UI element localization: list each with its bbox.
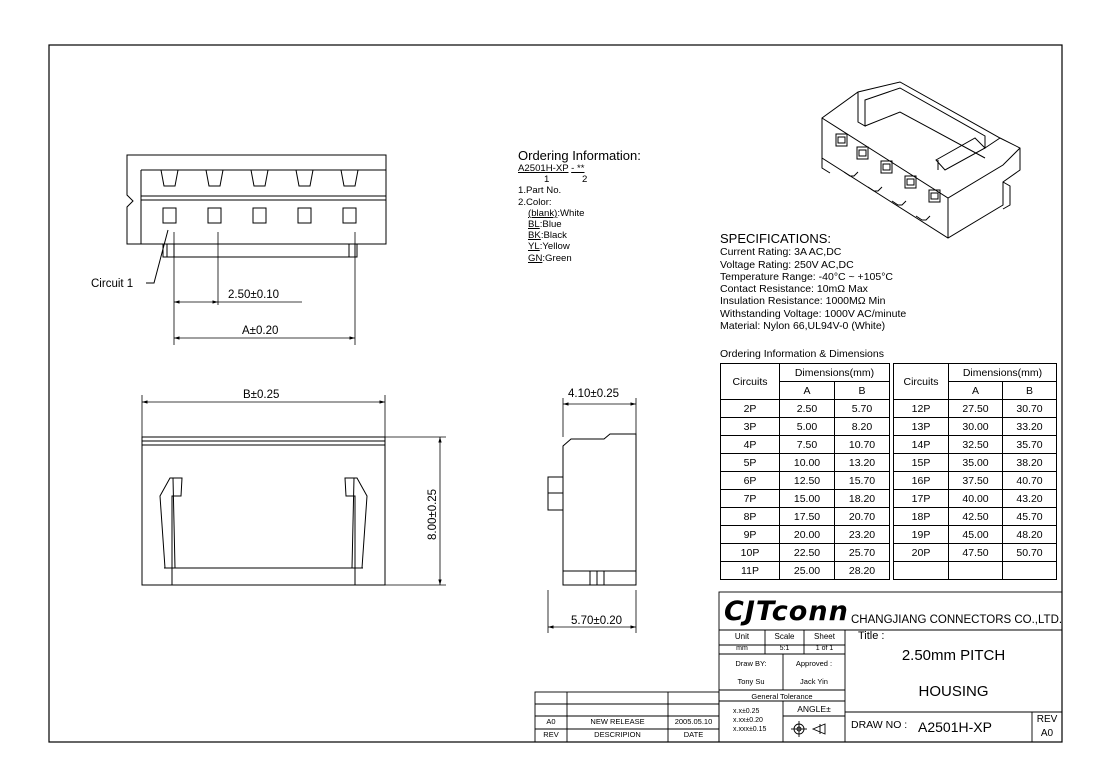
dim-a-cell: 40.00 (949, 490, 1003, 508)
spec-line: Current Rating: 3A AC,DC (720, 246, 842, 259)
color-code: BK (528, 230, 541, 242)
dim-b-cell: 30.70 (1003, 400, 1057, 418)
unit-value: mm (736, 645, 748, 652)
dim-b-cell: 50.70 (1003, 544, 1057, 562)
dim-b-cell: 48.20 (1003, 526, 1057, 544)
color-code: (blank) (528, 207, 558, 219)
dim-b-cell: 38.20 (1003, 454, 1057, 472)
rev-label: REV (1036, 714, 1058, 725)
color-name: :Black (540, 230, 567, 242)
color-line: 2.Color: (518, 196, 552, 208)
dim-a-cell: 10.00 (780, 454, 835, 472)
circuits-cell: 13P (894, 418, 949, 436)
circuits-cell: 9P (721, 526, 780, 544)
specifications-title: SPECIFICATIONS: (720, 231, 831, 246)
dims-header: Dimensions(mm) (949, 364, 1057, 382)
index-1: 1 (544, 174, 550, 186)
logo: CJTconn (724, 596, 849, 627)
dim-a-cell: 42.50 (949, 508, 1003, 526)
dim-a-cell: 17.50 (780, 508, 835, 526)
width-label: 5.70±0.20 (571, 615, 623, 627)
dims-header: Dimensions(mm) (780, 364, 890, 382)
draw-by-label: Draw BY: (735, 659, 767, 668)
sheet-label: Sheet (814, 632, 835, 641)
circuits-cell: 17P (894, 490, 949, 508)
scale-value: 5:1 (779, 645, 790, 652)
approved-value: Jack Yin (800, 677, 828, 686)
dim-a-cell: 47.50 (949, 544, 1003, 562)
dim-a-cell: 25.00 (780, 562, 835, 580)
spec-line: Withstanding Voltage: 1000V AC/minute (720, 307, 907, 320)
dim-a-cell: 15.00 (780, 490, 835, 508)
dim-a-cell: 35.00 (949, 454, 1003, 472)
tolerance-label: General Tolerance (751, 692, 813, 701)
spec-line: Insulation Resistance: 1000MΩ Min (720, 295, 886, 308)
dim-b-cell: 40.70 (1003, 472, 1057, 490)
circuits-cell: 15P (894, 454, 949, 472)
dim-b-cell: 35.70 (1003, 436, 1057, 454)
dim-a-cell: 7.50 (780, 436, 835, 454)
circuits-cell: 8P (721, 508, 780, 526)
circuit1-label: Circuit 1 (91, 278, 134, 290)
dim-a-cell: 2.50 (780, 400, 835, 418)
revision-header-rev: REV (543, 730, 559, 739)
dim-b-cell: 13.20 (835, 454, 890, 472)
part-code: A2501H-XP (518, 163, 569, 174)
color-name: :Yellow (539, 241, 570, 253)
dim-b-cell: 43.20 (1003, 490, 1057, 508)
dim-b-cell: 8.20 (835, 418, 890, 436)
revision-desc: NEW RELEASE (590, 717, 645, 726)
revision-header-desc: DESCRIPION (594, 730, 641, 739)
circuits-header: Circuits (721, 364, 780, 400)
dims-table-caption: Ordering Information & Dimensions (720, 348, 884, 360)
title-line-2: HOUSING (918, 683, 989, 700)
dim-b-cell: 5.70 (835, 400, 890, 418)
dim-a-cell: 37.50 (949, 472, 1003, 490)
angle-label: ANGLE± (797, 704, 831, 714)
col-b-header: B (835, 382, 890, 400)
dim-a-cell: 27.50 (949, 400, 1003, 418)
dim-a-cell: 12.50 (780, 472, 835, 490)
spec-line: Contact Resistance: 10mΩ Max (720, 283, 868, 296)
dim-b-cell: 28.20 (835, 562, 890, 580)
circuits-cell: 20P (894, 544, 949, 562)
dim-a-cell: 22.50 (780, 544, 835, 562)
circuits-cell: 14P (894, 436, 949, 454)
circuits-cell: 7P (721, 490, 780, 508)
circuits-cell: 18P (894, 508, 949, 526)
col-a-header: A (780, 382, 835, 400)
color-name: :White (557, 207, 585, 219)
color-name: :Green (542, 252, 572, 264)
color-name: :Blue (539, 219, 562, 231)
dim-b-cell: 10.70 (835, 436, 890, 454)
revision-date: 2005.05.10 (674, 717, 713, 726)
dim-a-cell: 5.00 (780, 418, 835, 436)
color-code: GN (528, 252, 543, 264)
tolerance-2: x.xx±0.20 (733, 717, 763, 724)
sheet-value: 1 of 1 (815, 645, 834, 652)
dim-b-label: B±0.25 (243, 389, 280, 401)
revision-rev: A0 (546, 717, 556, 726)
circuits-cell: 2P (721, 400, 780, 418)
depth-label: 4.10±0.25 (568, 388, 620, 400)
draw-by-value: Tony Su (737, 677, 765, 686)
company-name: CHANGJIANG CONNECTORS CO.,LTD. (851, 614, 1063, 626)
draw-no-label: DRAW NO : (851, 719, 908, 731)
scale-label: Scale (774, 632, 795, 641)
title-label: Title : (858, 630, 885, 642)
ordering-info-title: Ordering Information: (518, 148, 641, 163)
dim-b-cell: 23.20 (835, 526, 890, 544)
spec-line: Material: Nylon 66,UL94V-0 (White) (720, 320, 886, 333)
dim-b-cell: 45.70 (1003, 508, 1057, 526)
rev-value: A0 (1040, 728, 1054, 739)
circuits-cell: 6P (721, 472, 780, 490)
index-2: 2 (582, 174, 588, 186)
col-a-header: A (949, 382, 1003, 400)
dim-a-cell: 30.00 (949, 418, 1003, 436)
dim-b-cell: 25.70 (835, 544, 890, 562)
dim-a-cell: 45.00 (949, 526, 1003, 544)
circuits-cell: 12P (894, 400, 949, 418)
height-label: 8.00±0.25 (427, 488, 439, 540)
dim-a-cell: 32.50 (949, 436, 1003, 454)
spec-line: Voltage Rating: 250V AC,DC (720, 258, 854, 271)
dim-a-label: A±0.20 (242, 325, 279, 337)
dim-b-cell: 15.70 (835, 472, 890, 490)
circuits-cell: 4P (721, 436, 780, 454)
pitch-label: 2.50±0.10 (228, 289, 280, 301)
circuits-cell: 19P (894, 526, 949, 544)
draw-no-value: A2501H-XP (918, 719, 992, 735)
spec-line: Temperature Range: -40°C ~ +105°C (720, 270, 893, 283)
approved-label: Approved : (795, 659, 833, 668)
circuits-cell: 5P (721, 454, 780, 472)
color-code: BL (528, 219, 540, 231)
tolerance-1: x.x±0.25 (733, 708, 760, 715)
circuits-cell: 10P (721, 544, 780, 562)
circuits-header: Circuits (894, 364, 949, 400)
title-line-1: 2.50mm PITCH (901, 647, 1006, 664)
dim-b-cell: 18.20 (835, 490, 890, 508)
color-code: YL (528, 241, 540, 253)
part-no-line: 1.Part No. (518, 185, 562, 197)
unit-label: Unit (734, 632, 750, 641)
dim-a-cell: 20.00 (780, 526, 835, 544)
circuits-cell: 11P (721, 562, 780, 580)
col-b-header: B (1003, 382, 1057, 400)
circuits-cell: 16P (894, 472, 949, 490)
circuits-cell: 3P (721, 418, 780, 436)
part-suffix: - ** (571, 163, 585, 174)
tolerance-3: x.xxx±0.15 (733, 726, 767, 733)
dim-b-cell: 20.70 (835, 508, 890, 526)
dim-b-cell: 33.20 (1003, 418, 1057, 436)
revision-header-date: DATE (683, 730, 704, 739)
